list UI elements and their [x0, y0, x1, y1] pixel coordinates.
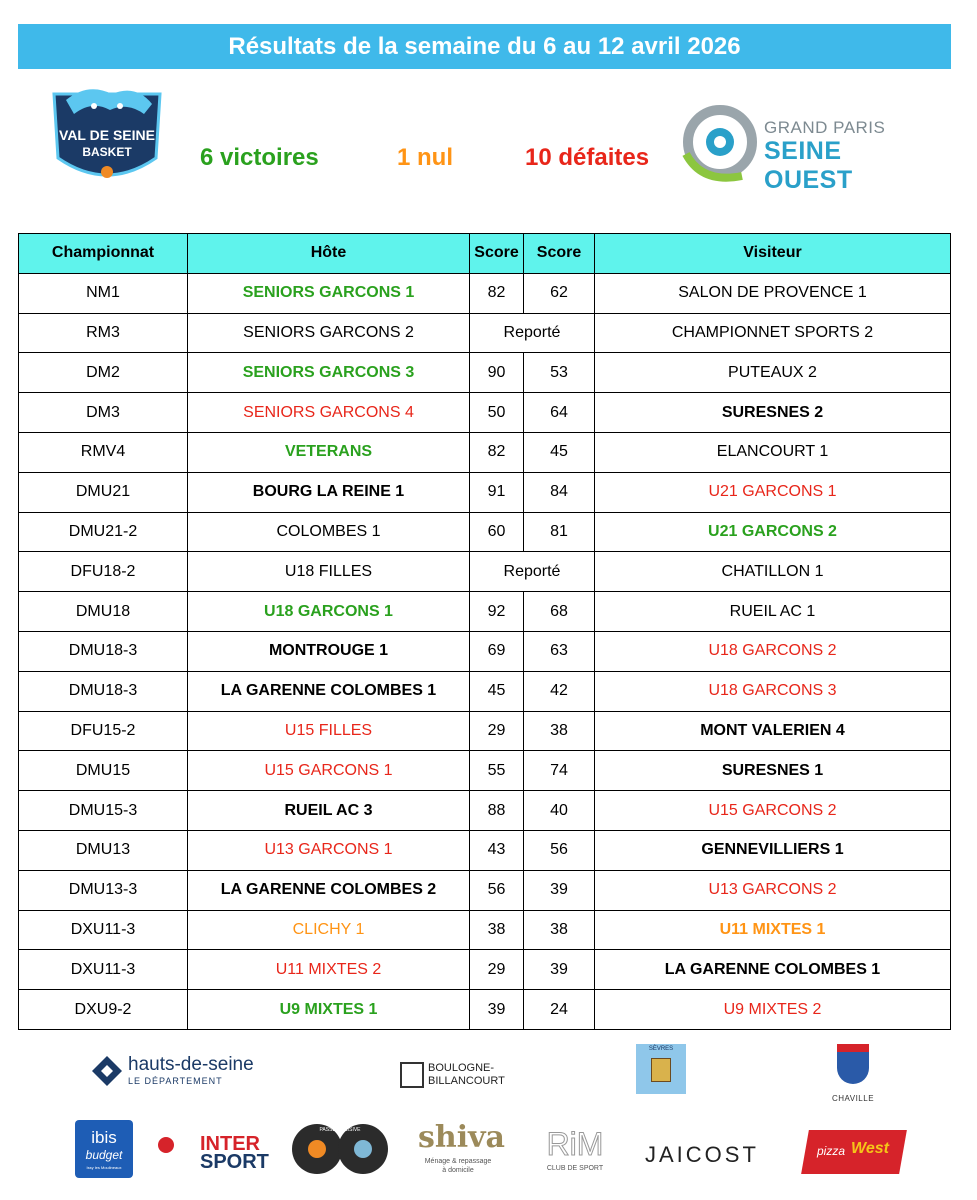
shiva-tagline1: Ménage & repassage [424, 1158, 492, 1165]
visitor-score-cell: 81 [524, 512, 595, 552]
visitor-score-cell: 38 [524, 711, 595, 751]
gpso-text-top: GRAND PARIS [764, 118, 886, 137]
host-score-cell: 82 [470, 432, 524, 472]
visitor-cell: U11 MIXTES 1 [595, 910, 951, 950]
visitor-cell: U18 GARCONS 3 [595, 671, 951, 711]
visitor-cell: CHATILLON 1 [595, 552, 951, 592]
host-cell: LA GARENNE COLOMBES 1 [188, 671, 470, 711]
visitor-cell: SALON DE PROVENCE 1 [595, 273, 951, 313]
table-row [19, 990, 951, 1030]
host-cell: VETERANS [188, 432, 470, 472]
championnat-cell: DMU18-3 [19, 631, 188, 671]
rim-subtitle: CLUB DE SPORT [546, 1165, 604, 1172]
host-cell: RUEIL AC 3 [188, 791, 470, 831]
host-score-cell: 82 [470, 273, 524, 313]
table-row [19, 472, 951, 512]
table-row [19, 432, 951, 472]
postponed-cell: Reporté [470, 552, 595, 592]
club-logo [48, 80, 166, 192]
table-row [19, 631, 951, 671]
host-score-cell: 55 [470, 751, 524, 791]
host-cell: U18 GARCONS 1 [188, 592, 470, 632]
visitor-cell: LA GARENNE COLOMBES 1 [595, 950, 951, 990]
host-cell: U9 MIXTES 1 [188, 990, 470, 1030]
col-header-score-host: Score [470, 234, 524, 274]
host-cell: SENIORS GARCONS 3 [188, 353, 470, 393]
visitor-cell: U21 GARCONS 1 [595, 472, 951, 512]
sponsor-intersport [158, 1133, 273, 1173]
host-cell: U15 GARCONS 1 [188, 751, 470, 791]
visitor-score-cell: 74 [524, 751, 595, 791]
visitor-score-cell: 38 [524, 910, 595, 950]
championnat-cell: DMU18-3 [19, 671, 188, 711]
hauts-de-seine-icon [92, 1056, 122, 1086]
visitor-cell: GENNEVILLIERS 1 [595, 830, 951, 870]
sevres-label: SÈVRES [648, 1046, 674, 1052]
visitor-cell: SURESNES 2 [595, 393, 951, 433]
visitor-cell: U18 GARCONS 2 [595, 631, 951, 671]
visitor-score-cell: 24 [524, 990, 595, 1030]
championnat-cell: DMU21-2 [19, 512, 188, 552]
visitor-cell: U15 GARCONS 2 [595, 791, 951, 831]
col-header-score-visitor: Score [524, 234, 595, 274]
sponsor-jaicost [645, 1142, 795, 1172]
host-score-cell: 56 [470, 870, 524, 910]
chaville-label: CHAVILLE [831, 1094, 875, 1103]
host-score-cell: 50 [470, 393, 524, 433]
sponsor-chaville [825, 1044, 881, 1104]
host-cell: MONTROUGE 1 [188, 631, 470, 671]
club-logo-text-bottom: BASKET [82, 145, 132, 159]
page-title: Résultats de la semaine du 6 au 12 avril 2026 [228, 32, 741, 60]
host-cell: U18 FILLES [188, 552, 470, 592]
boulogne-icon [400, 1062, 424, 1088]
visitor-score-cell: 53 [524, 353, 595, 393]
host-score-cell: 69 [470, 631, 524, 671]
host-cell: U15 FILLES [188, 711, 470, 751]
col-header-championnat: Championnat [19, 234, 188, 274]
sponsor-sevres [636, 1044, 686, 1094]
visitor-score-cell: 63 [524, 631, 595, 671]
host-score-cell: 60 [470, 512, 524, 552]
ibis-location: Issy les Moulineaux [86, 1165, 122, 1170]
host-cell: SENIORS GARCONS 2 [188, 313, 470, 353]
host-cell: LA GARENNE COLOMBES 2 [188, 870, 470, 910]
host-score-cell: 39 [470, 990, 524, 1030]
visitor-cell: RUEIL AC 1 [595, 592, 951, 632]
championnat-cell: DMU13-3 [19, 870, 188, 910]
chaville-stars-icon [837, 1044, 869, 1052]
host-score-cell: 29 [470, 950, 524, 990]
championnat-cell: DM2 [19, 353, 188, 393]
table-row [19, 791, 951, 831]
pizza-west-part1: pizza [817, 1144, 846, 1158]
visitor-cell: SURESNES 1 [595, 751, 951, 791]
shiva-tagline2: à domicile [442, 1167, 474, 1174]
gpso-emblem-icon [682, 104, 762, 188]
visitor-score-cell: 84 [524, 472, 595, 512]
championnat-cell: DXU11-3 [19, 950, 188, 990]
championnat-cell: RM3 [19, 313, 188, 353]
host-score-cell: 45 [470, 671, 524, 711]
col-header-hote: Hôte [188, 234, 470, 274]
intersport-line1: INTER [200, 1133, 260, 1155]
sevres-crest-icon [651, 1058, 671, 1082]
results-table [18, 233, 951, 1030]
host-cell: COLOMBES 1 [188, 512, 470, 552]
visitor-cell: U21 GARCONS 2 [595, 512, 951, 552]
ibis-budget-label: budget [85, 1148, 123, 1162]
table-row [19, 592, 951, 632]
table-row [19, 751, 951, 791]
table-row [19, 353, 951, 393]
sponsor-boulogne [400, 1062, 520, 1090]
visitor-cell: U9 MIXTES 2 [595, 990, 951, 1030]
championnat-cell: DXU11-3 [19, 910, 188, 950]
host-score-cell: 43 [470, 830, 524, 870]
host-score-cell: 88 [470, 791, 524, 831]
boulogne-line2: BILLANCOURT [428, 1075, 505, 1087]
host-score-cell: 91 [470, 472, 524, 512]
championnat-cell: DFU15-2 [19, 711, 188, 751]
visitor-score-cell: 40 [524, 791, 595, 831]
table-row [19, 830, 951, 870]
shiva-name: shiva [418, 1120, 505, 1155]
host-score-cell: 90 [470, 353, 524, 393]
club-logo-text-top: VAL DE SEINE [59, 127, 155, 143]
table-row [19, 273, 951, 313]
table-row [19, 552, 951, 592]
visitor-score-cell: 39 [524, 870, 595, 910]
visitor-score-cell: 42 [524, 671, 595, 711]
table-row [19, 393, 951, 433]
host-score-cell: 38 [470, 910, 524, 950]
passe-decisive-label: PASSE DECISIVE [319, 1127, 361, 1133]
sponsor-rim [525, 1126, 625, 1176]
championnat-cell: DMU15-3 [19, 791, 188, 831]
championnat-cell: DMU15 [19, 751, 188, 791]
pizza-west-part2: West [851, 1140, 889, 1157]
championnat-cell: DMU13 [19, 830, 188, 870]
visitor-score-cell: 45 [524, 432, 595, 472]
col-header-visiteur: Visiteur [595, 234, 951, 274]
visitor-score-cell: 68 [524, 592, 595, 632]
visitor-cell: MONT VALERIEN 4 [595, 711, 951, 751]
championnat-cell: NM1 [19, 273, 188, 313]
visitor-cell: U13 GARCONS 2 [595, 870, 951, 910]
host-cell: U13 GARCONS 1 [188, 830, 470, 870]
visitor-score-cell: 62 [524, 273, 595, 313]
title-banner [18, 24, 951, 69]
losses-count: 10 défaites [525, 144, 650, 171]
championnat-cell: DMU21 [19, 472, 188, 512]
table-row [19, 950, 951, 990]
visitor-cell: ELANCOURT 1 [595, 432, 951, 472]
table-row [19, 313, 951, 353]
basketball-icon [101, 166, 113, 178]
sponsor-hauts-de-seine [92, 1054, 262, 1090]
gpso-logo [682, 104, 907, 194]
visitor-score-cell: 56 [524, 830, 595, 870]
championnat-cell: RMV4 [19, 432, 188, 472]
championnat-cell: DM3 [19, 393, 188, 433]
boulogne-line1: BOULOGNE- [428, 1062, 495, 1074]
postponed-cell: Reporté [470, 313, 595, 353]
visitor-cell: CHAMPIONNET SPORTS 2 [595, 313, 951, 353]
hauts-de-seine-subtitle: LE DÉPARTEMENT [128, 1076, 223, 1086]
draws-count: 1 nul [397, 144, 454, 171]
visitor-score-cell: 64 [524, 393, 595, 433]
wins-count: 6 victoires [200, 144, 319, 171]
table-row [19, 870, 951, 910]
visitor-cell: PUTEAUX 2 [595, 353, 951, 393]
table-row [19, 910, 951, 950]
visitor-score-cell: 39 [524, 950, 595, 990]
championnat-cell: DFU18-2 [19, 552, 188, 592]
host-score-cell: 29 [470, 711, 524, 751]
host-score-cell: 92 [470, 592, 524, 632]
table-header-row [19, 234, 951, 274]
sponsor-pizza-west [805, 1130, 903, 1174]
host-cell: BOURG LA REINE 1 [188, 472, 470, 512]
championnat-cell: DXU9-2 [19, 990, 188, 1030]
sponsor-ibis-budget [75, 1120, 133, 1178]
championnat-cell: DMU18 [19, 592, 188, 632]
host-cell: U11 MIXTES 2 [188, 950, 470, 990]
intersport-icon [158, 1137, 174, 1153]
chaville-crest-icon [837, 1052, 869, 1084]
gpso-text-bottom: SEINE OUEST [764, 137, 853, 194]
hauts-de-seine-name: hauts-de-seine [128, 1054, 254, 1075]
intersport-line2: SPORT [200, 1151, 269, 1173]
host-cell: SENIORS GARCONS 1 [188, 273, 470, 313]
host-cell: CLICHY 1 [188, 910, 470, 950]
table-row [19, 711, 951, 751]
jaicost-name: JAICOST [645, 1142, 759, 1167]
rim-name: RiM [546, 1126, 604, 1162]
table-row [19, 671, 951, 711]
sponsor-passe-decisive [292, 1124, 392, 1176]
table-row [19, 512, 951, 552]
sponsor-shiva [418, 1116, 505, 1178]
ibis-name: ibis [91, 1128, 117, 1147]
host-cell: SENIORS GARCONS 4 [188, 393, 470, 433]
